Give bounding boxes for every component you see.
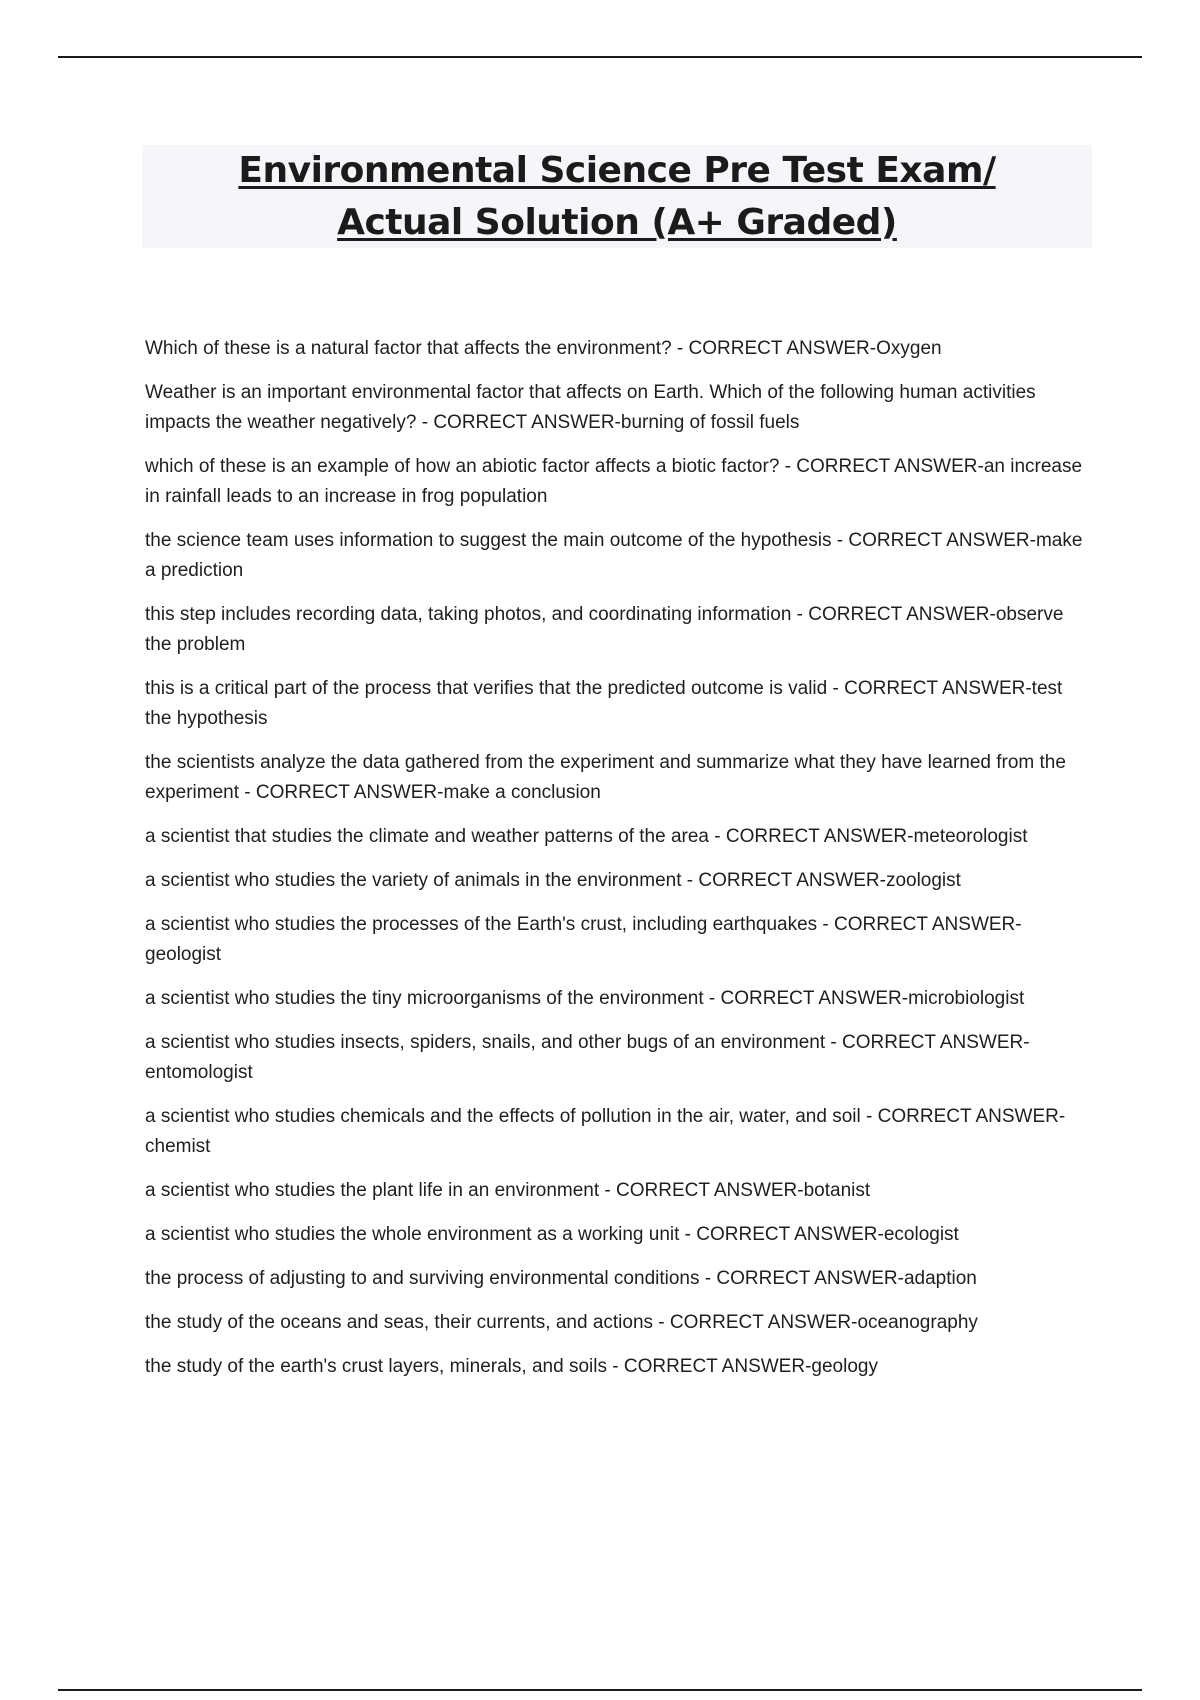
separator: - [860,1106,878,1127]
answer: CORRECT ANSWER-entomologist [145,1032,1030,1083]
answer: CORRECT ANSWER-ecologist [696,1224,959,1245]
title-line-2: Actual Solution (A+ Graded) [337,201,897,243]
separator: - [699,1268,717,1289]
qa-item [145,748,1085,808]
qa-item [145,866,1085,896]
answer: CORRECT ANSWER-geologist [145,914,1022,965]
qa-item [145,1352,1085,1382]
qa-item [145,1220,1085,1250]
qa-item [145,674,1085,734]
separator: - [679,1224,697,1245]
answer: CORRECT ANSWER-microbiologist [720,988,1025,1009]
qa-item [145,1264,1085,1294]
separator: - [681,870,699,891]
answer: CORRECT ANSWER-make a conclusion [255,782,601,803]
answer: CORRECT ANSWER-meteorologist [725,826,1028,847]
separator: - [779,456,797,477]
qa-item [145,984,1085,1014]
question: which of these is an example of how an abiotic factor affects a biotic factor? [145,456,780,477]
separator: - [239,782,256,803]
answer: CORRECT ANSWER-chemist [145,1106,1066,1157]
question: a scientist who studies the variety of animals in the environment [145,870,682,891]
answer: CORRECT ANSWER-adaption [716,1268,977,1289]
title-line-1: Environmental Science Pre Test Exam/ [238,149,996,191]
separator: - [606,1356,624,1377]
answer: CORRECT ANSWER-burning of fossil fuels [433,412,800,433]
question: the process of adjusting to and surviving environmental conditions [145,1268,700,1289]
separator: - [703,988,721,1009]
footer-rule [58,1689,1142,1691]
question: the study of the earth's crust layers, minerals, and soils [145,1356,607,1377]
qa-item [145,600,1085,660]
header-rule [58,56,1142,58]
qa-item [145,378,1085,438]
separator: - [416,412,434,433]
qa-item [145,1176,1085,1206]
answer: CORRECT ANSWER-observe the problem [145,604,1064,655]
qa-item [145,1028,1085,1088]
qa-item [145,334,1085,364]
question: a scientist who studies the whole environment as a working unit [145,1224,680,1245]
separator: - [709,826,726,847]
question: this is a critical part of the process that verifies that the predicted outcome is valid [145,678,828,699]
separator: - [791,604,809,625]
qa-list [145,334,1085,1396]
question: the study of the oceans and seas, their currents, and actions [145,1312,654,1333]
separator: - [827,678,845,699]
separator: - [831,530,849,551]
question: the scientists analyze the data gathered from the experiment and summarize what they have learned from the experiment [145,752,1066,803]
answer: CORRECT ANSWER-make a prediction [145,530,1083,581]
question: a scientist who studies insects, spiders, snails, and other bugs of an environment [145,1032,826,1053]
answer: CORRECT ANSWER-geology [623,1356,878,1377]
question: a scientist who studies the tiny microorganisms of the environment [145,988,704,1009]
question: this step includes recording data, taking photos, and coordinating information [145,604,792,625]
question: Weather is an important environmental factor that affects on Earth. Which of the following human activities impacts the weather negatively? [145,382,1036,433]
question: a scientist who studies the plant life in an environment [145,1180,600,1201]
separator: - [599,1180,617,1201]
qa-item [145,452,1085,512]
answer: CORRECT ANSWER-zoologist [698,870,961,891]
question: Which of these is a natural factor that affects the environment? [145,338,672,359]
document-title [142,145,1092,248]
separator: - [817,914,835,935]
separator: - [825,1032,843,1053]
qa-item [145,910,1085,970]
question: a scientist who studies the processes of the Earth's crust, including earthquakes [145,914,818,935]
answer: CORRECT ANSWER-an increase in rainfall leads to an increase in frog population [145,456,1083,507]
qa-item [145,1308,1085,1338]
answer: CORRECT ANSWER-botanist [616,1180,871,1201]
answer: CORRECT ANSWER-Oxygen [688,338,942,359]
question: a scientist who studies chemicals and the effects of pollution in the air, water, and soil [145,1106,861,1127]
qa-item [145,526,1085,586]
question: the science team uses information to suggest the main outcome of the hypothesis [145,530,832,551]
answer: CORRECT ANSWER-test the hypothesis [145,678,1063,729]
question: a scientist that studies the climate and weather patterns of the area [145,826,709,847]
answer: CORRECT ANSWER-oceanography [669,1312,978,1333]
qa-item [145,1102,1085,1162]
qa-item [145,822,1085,852]
separator: - [671,338,689,359]
separator: - [653,1312,670,1333]
